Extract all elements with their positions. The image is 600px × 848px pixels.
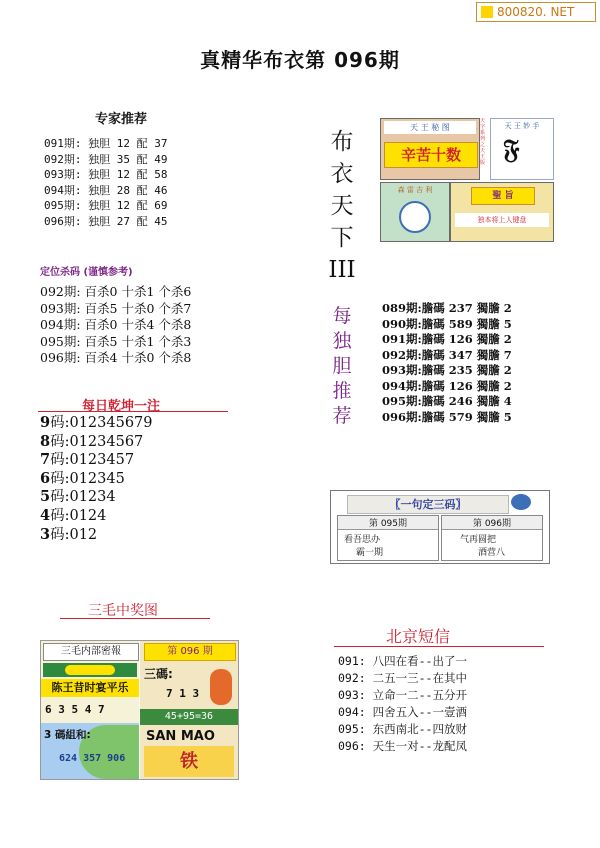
yiju-box — [330, 490, 550, 564]
watermark-logo-icon — [481, 6, 493, 18]
kill-list — [40, 284, 191, 367]
fish-icon — [511, 494, 531, 510]
daily-row: 5码:01234 — [40, 488, 116, 506]
buyi-panel4-title: 聖 旨 — [471, 187, 535, 205]
yiju-heading: 〖一句定三码〗 — [347, 495, 509, 514]
buyi-panel-hand — [490, 118, 554, 180]
daily-row: 4码:0124 — [40, 506, 107, 524]
dudan-row: 095期:膽碼 246 獨膽 4 — [382, 394, 512, 408]
calligraphy-icon: 𝔉 — [503, 135, 520, 165]
daily-heading-underline — [38, 411, 228, 412]
sanmao-blue-area — [41, 723, 139, 779]
dudan-row: 094期:膽碼 126 獨膽 2 — [382, 378, 512, 393]
sanmao-combo-nums: 624 357 906 — [59, 753, 126, 764]
buyi-char: III — [328, 257, 356, 283]
expert-row: 092期: 独胆 35 配 49 — [44, 152, 168, 166]
buyi-char: 天 — [330, 193, 354, 219]
dudan-char: 推 — [332, 380, 352, 402]
dudan-row: 093期:膽碼 235 獨膽 2 — [382, 363, 512, 377]
sanmao-cell-left — [41, 641, 139, 779]
watermark-text: 800820. NET — [497, 5, 575, 19]
expert-row: 094期: 独胆 28 配 46 — [44, 183, 168, 197]
beijing-heading: 北京短信 — [386, 627, 451, 646]
kill-row: 093期: 百杀5 十杀0 个杀7 — [40, 300, 192, 316]
kill-row: 092期: 百杀0 十杀1 个杀6 — [40, 284, 192, 299]
yiju-left-head: 第 095期 — [338, 516, 438, 530]
sanmao-char: 铁 — [180, 751, 198, 772]
beijing-row: 091: 八四在看--出了一 — [338, 654, 467, 668]
buyi-image — [380, 118, 552, 240]
daily-list — [40, 414, 153, 544]
yiju-right-line2: 酒营八 — [478, 548, 506, 558]
dudan-char: 每 — [332, 305, 352, 327]
daily-row: 8码:01234567 — [40, 432, 144, 450]
buyi-panel4-sub: 独本将上人键盘 — [455, 213, 549, 227]
sanmao-name: SAN MAO — [146, 729, 215, 744]
sanmao-digits: 6 3 5 4 7 — [45, 703, 105, 716]
buyi-char: 下 — [330, 225, 354, 251]
sanmao-underline — [60, 618, 210, 619]
yiju-left-cell — [337, 515, 439, 561]
expert-row: 091期: 独胆 12 配 37 — [44, 137, 168, 150]
daily-row: 3码:012 — [40, 525, 98, 543]
dudan-vertical-title — [327, 304, 357, 429]
kill-row: 094期: 百杀0 十杀4 个杀8 — [40, 317, 192, 332]
beijing-list — [338, 653, 467, 755]
beijing-underline — [334, 646, 544, 647]
buyi-panel2-title: 天 王 妙 手 — [504, 122, 540, 130]
expert-list — [44, 136, 167, 229]
yiju-right-line1: 气再圆把 — [460, 535, 497, 545]
flower-icon — [210, 669, 232, 705]
yiju-right-head: 第 096期 — [442, 516, 542, 530]
page-title: 真精华布衣第 096期 — [200, 48, 400, 72]
buyi-panel-decree — [450, 182, 554, 242]
daily-row: 9码:012345679 — [40, 414, 153, 431]
expert-row: 095期: 独胆 12 配 69 — [44, 199, 168, 212]
sanmao-three-label: 三碼: — [144, 667, 173, 681]
sanmao-cell-right — [140, 641, 238, 779]
sanmao-combo-label: 3 碼組和: — [44, 729, 91, 741]
beijing-row: 093: 立命一二--五分开 — [338, 688, 467, 702]
dudan-char: 独 — [332, 330, 352, 352]
buyi-panel3-title: 森 雷 吉 利 — [397, 186, 433, 194]
sanmao-three-digits: 7 1 3 — [166, 687, 200, 700]
sanmao-banner-emblem-icon — [65, 665, 115, 675]
dudan-row: 091期:膽碼 126 獨膽 2 — [382, 332, 512, 346]
buyi-char: 衣 — [330, 161, 354, 187]
beijing-row: 092: 二五一三--在其中 — [338, 671, 467, 685]
kill-heading: 定位杀码 (谨慎参考) — [40, 267, 133, 278]
buyi-char: 布 — [330, 129, 354, 155]
dudan-char: 胆 — [332, 355, 352, 377]
yiju-left-line2: 霸一期 — [356, 548, 384, 558]
expert-row: 093期: 独胆 12 配 58 — [44, 168, 168, 181]
dudan-row: 089期:膽碼 237 獨膽 2 — [382, 301, 512, 315]
sanmao-image — [40, 640, 239, 780]
sanmao-char-box — [144, 746, 234, 777]
beijing-row: 095: 东西南北--四放财 — [338, 722, 467, 736]
daily-row: 6码:012345 — [40, 469, 125, 487]
kill-row: 096期: 百杀4 十杀0 个杀8 — [40, 350, 192, 365]
dudan-row: 090期:膽碼 589 獨膽 5 — [382, 316, 512, 331]
buyi-vertical-title — [327, 126, 357, 286]
dudan-list — [382, 301, 512, 425]
dudan-row: 092期:膽碼 347 獨膽 7 — [382, 347, 512, 362]
sanmao-yellow-banner: 陈王昔时宴平乐 — [41, 679, 139, 697]
buyi-panel1-title: 天 王 秘 图 — [384, 121, 476, 134]
daily-row: 7码:0123457 — [40, 451, 135, 469]
expert-heading: 专家推荐 — [95, 112, 148, 127]
daily-heading: 每日乾坤一注 — [82, 399, 161, 414]
sanmao-sum: 45+95=36 — [140, 709, 238, 725]
buyi-panel-secret — [380, 118, 480, 180]
expert-row: 096期: 独胆 27 配 45 — [44, 214, 168, 228]
buyi-panel-lucky — [380, 182, 450, 242]
buyi-panel1-main: 辛苦十数 — [384, 142, 478, 168]
buyi-panel-side: 天字系列之天王版 — [480, 118, 486, 166]
kill-row: 095期: 百杀5 十杀1 个杀3 — [40, 333, 192, 349]
yiju-left-line1: 看吾思办 — [344, 535, 381, 545]
sanmao-green-banner — [43, 663, 137, 677]
sanmao-issue: 第 096 期 — [144, 643, 236, 661]
yiju-right-cell — [441, 515, 543, 561]
beijing-row: 094: 四舍五入--一壹酒 — [338, 705, 467, 719]
dudan-char: 荐 — [332, 405, 352, 427]
beijing-row: 096: 天生一对--龙配凤 — [338, 739, 467, 753]
lucky-emblem-icon — [399, 201, 431, 233]
sanmao-heading: 三毛中奖图 — [88, 603, 158, 619]
dudan-row: 096期:膽碼 579 獨膽 5 — [382, 409, 512, 424]
sanmao-secret-title: 三毛内部密報 — [43, 643, 139, 661]
site-watermark — [476, 2, 596, 22]
